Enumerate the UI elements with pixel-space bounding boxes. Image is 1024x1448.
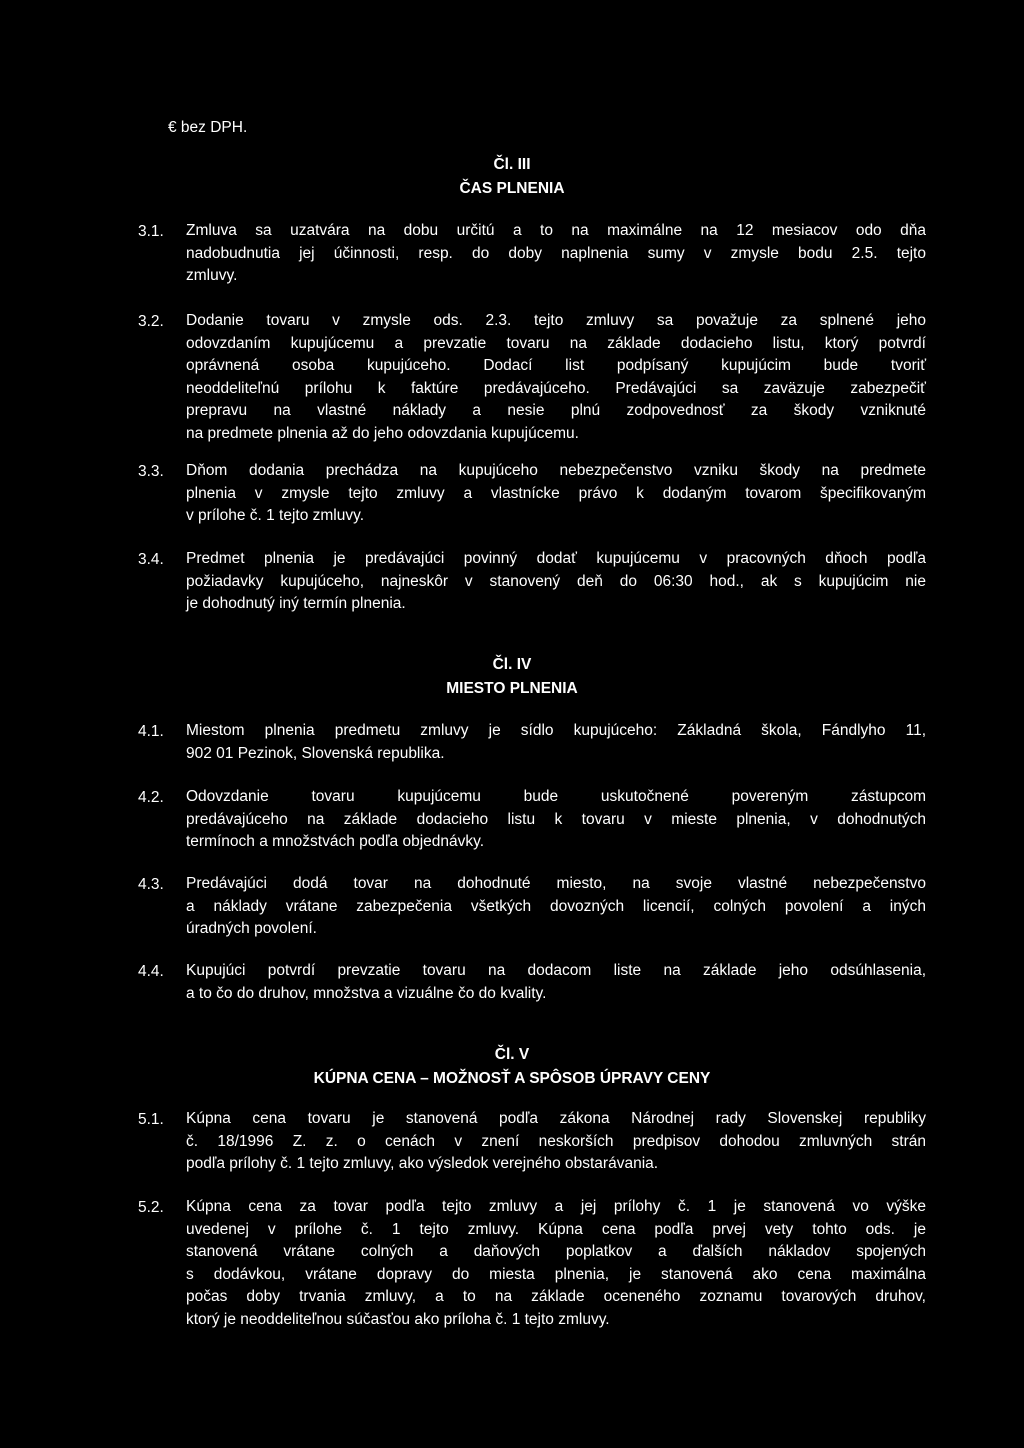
clause-5-1-number: 5.1. [138,1111,164,1128]
text-line: plnenia v zmysle tejto zmluvy a vlastnícke právo k dodaným tovarom špecifikovaným [186,484,926,502]
clause-3-4-text [186,548,926,616]
text-line: Kúpna cena tovaru je stanovená podľa zákona Národnej rady Slovenskej republiky [186,1110,926,1127]
clause-3-3-number: 3.3. [138,463,164,480]
text-line: s dodávkou, vrátane dopravy do miesta plnenia, je stanovená ako cena maximálna [186,1265,926,1283]
text-line: Predmet plnenia je predávajúci povinný dodať kupujúcemu v pracovných dňoch podľa [186,550,926,567]
clause-3-1-text [186,220,926,288]
text-line: Dňom dodania prechádza na kupujúceho nebezpečenstvo vzniku škody na predmete [186,462,926,479]
clause-4-4-text [186,960,926,1005]
text-line: Miestom plnenia predmetu zmluvy je sídlo kupujúceho: Základná škola, Fándlyho 11, [186,722,926,739]
text-line: úradných povolení. [186,920,317,937]
text-line: prepravu na vlastné náklady a nesie plnú zodpovednosť za škody vzniknuté [186,402,926,419]
clause-3-4-number: 3.4. [138,551,164,568]
text-line: Kúpna cena za tovar podľa tejto zmluvy a jej prílohy č. 1 je stanovená vo výške [186,1198,926,1215]
text-line: Kupujúci potvrdí prevzatie tovaru na dodacom liste na základe jeho odsúhlasenia, [186,962,926,979]
article-3-number: Čl. III [493,156,531,173]
clause-5-2-text [186,1196,926,1331]
text-line: oprávnená osoba kupujúceho. Dodací list podpísaný kupujúcim bude tvoriť [186,357,926,374]
text-line: Predávajúci dodá tovar na dohodnuté miesto, na svoje vlastné nebezpečenstvo [186,875,926,892]
text-line: stanovená vrátane colných a daňových poplatkov a ďalších nákladov spojených [186,1243,926,1260]
text-line: je dohodnutý iný termín plnenia. [186,595,406,612]
text-line: počas doby trvania zmluvy, a to na základe oceneného zoznamu tovarových druhov, [186,1288,926,1305]
clause-4-2-text [186,786,926,854]
article-5-number: Čl. V [494,1046,530,1063]
text-line: Zmluva sa uzatvára na dobu určitú a to na maximálne na 12 mesiacov odo dňa [186,222,926,239]
clause-4-1-number: 4.1. [138,723,164,740]
text-line: uvedenej v prílohe č. 1 tejto zmluvy. Kúpna cena podľa prvej vety tohto ods. je [186,1220,926,1238]
text-line: predávajúceho na základe dodacieho listu k tovaru v mieste plnenia, v dohodnutých [186,810,926,828]
clause-3-2-text [186,310,926,445]
article-5-title: KÚPNA CENA – MOŽNOSŤ A SPÔSOB ÚPRAVY CENY [313,1070,711,1087]
text-line: a to čo do druhov, množstva a vizuálne čo do kvality. [186,984,547,1002]
clause-3-3-text [186,460,926,528]
text-line: odovzdaním kupujúcemu a prevzatie tovaru na základe dodacieho listu, ktorý potvrdí [186,334,926,352]
article-4-title: MIESTO PLNENIA [446,680,578,697]
article-3-title: ČAS PLNENIA [459,180,565,197]
article-4-number: Čl. IV [492,656,532,673]
clause-3-1-number: 3.1. [138,223,164,240]
clause-4-3-number: 4.3. [138,876,164,893]
price-note: € bez DPH. [168,119,248,136]
text-line: ktorý je neoddeliteľnou súčasťou ako príloha č. 1 tejto zmluvy. [186,1310,610,1328]
text-line: a náklady vrátane zabezpečenia všetkých dovozných licencií, colných povolení a iných [186,897,926,915]
clause-4-1-text [186,720,926,765]
text-line: nadobudnutia jej účinnosti, resp. do doby naplnenia sumy v zmysle bodu 2.5. tejto [186,244,926,262]
text-line: Odovzdanie tovaru kupujúcemu bude uskutočnené povereným zástupcom [186,788,926,805]
text-line: na predmete plnenia až do jeho odovzdania kupujúcemu. [186,424,579,442]
text-line: 902 01 Pezinok, Slovenská republika. [186,744,445,762]
text-line: termínoch a množstvách podľa objednávky. [186,833,485,850]
text-line: podľa prílohy č. 1 tejto zmluvy, ako výsledok verejného obstarávania. [186,1155,659,1172]
text-line: neoddeliteľnú prílohu k faktúre predávajúceho. Predávajúci sa zaväzuje zabezpečiť [186,379,926,397]
clause-4-3-text [186,873,926,941]
text-line: zmluvy. [186,267,238,284]
text-line: v prílohe č. 1 tejto zmluvy. [186,507,365,524]
clause-3-2-number: 3.2. [138,313,164,330]
clause-5-1-text [186,1108,926,1176]
text-line: požiadavky kupujúceho, najneskôr v stanovený deň do 06:30 hod., ak s kupujúcim nie [186,572,926,590]
clause-4-2-number: 4.2. [138,789,164,806]
text-line: Dodanie tovaru v zmysle ods. 2.3. tejto zmluvy sa považuje za splnené jeho [186,312,926,329]
clause-4-4-number: 4.4. [138,963,164,980]
clause-5-2-number: 5.2. [138,1199,164,1216]
text-line: č. 18/1996 Z. z. o cenách v znení neskorších predpisov dohodou zmluvných strán [186,1132,926,1150]
